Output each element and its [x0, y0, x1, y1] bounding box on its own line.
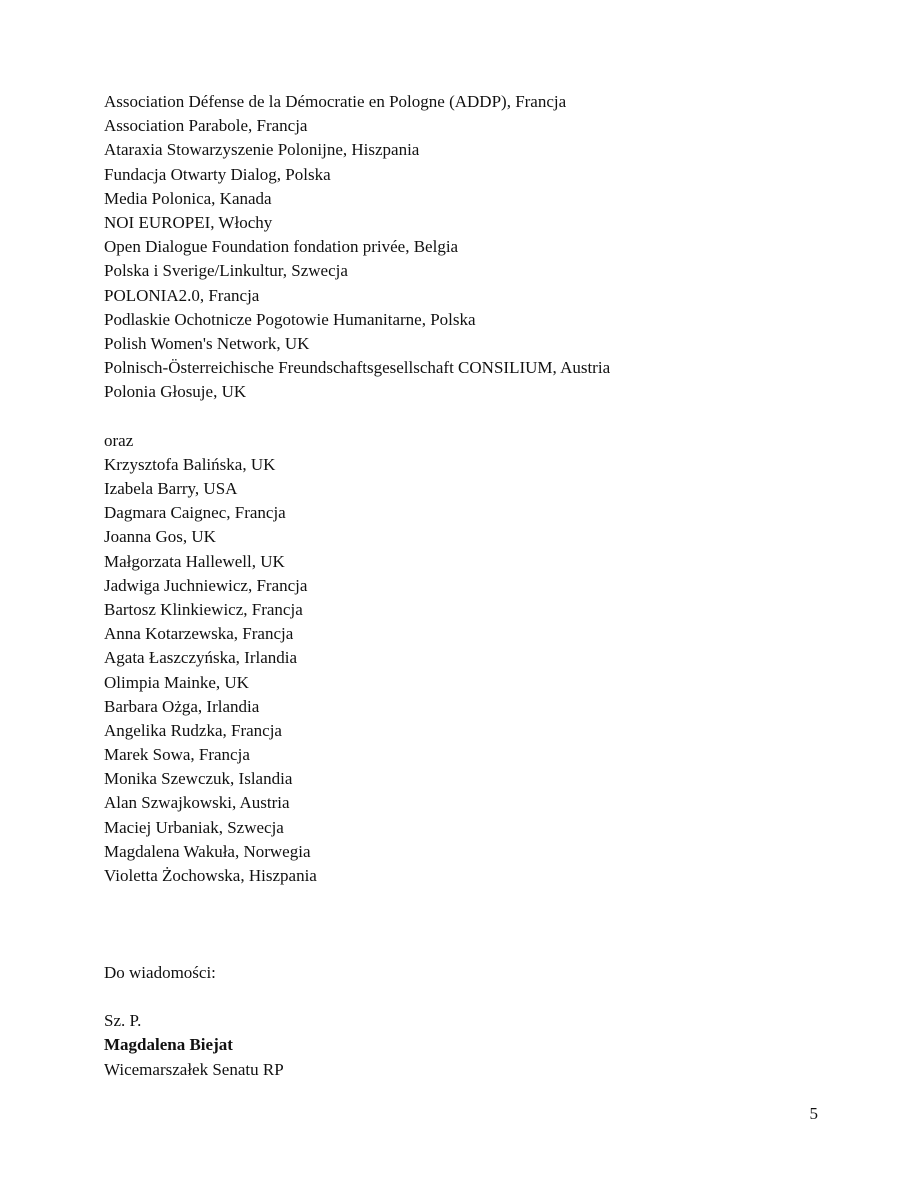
spacer — [104, 404, 610, 428]
spacer — [104, 985, 610, 1009]
organization-item: Association Parabole, Francja — [104, 116, 308, 136]
individual-item: Dagmara Caignec, Francja — [104, 503, 286, 523]
organization-item: NOI EUROPEI, Włochy — [104, 212, 273, 232]
organization-item: Open Dialogue Foundation fondation privée, Belgia — [104, 237, 459, 257]
organization-item: Polska i Sverige/Linkultur, Szwecja — [104, 261, 348, 281]
individuals-list — [104, 453, 610, 888]
individual-item: Bartosz Klinkiewicz, Francja — [104, 599, 303, 619]
letter-body — [104, 90, 610, 1082]
page-number: 5 — [809, 1104, 818, 1123]
organization-item: Ataraxia Stowarzyszenie Polonijne, Hiszpania — [104, 140, 420, 160]
individual-item: Anna Kotarzewska, Francja — [104, 624, 294, 644]
individual-item: Maciej Urbaniak, Szwecja — [104, 817, 284, 837]
organization-item: Polish Women's Network, UK — [104, 333, 310, 353]
organization-item: Podlaskie Ochotnicze Pogotowie Humanitarne, Polska — [104, 309, 476, 329]
individual-item: Barbara Ożga, Irlandia — [104, 696, 260, 716]
organizations-list — [104, 90, 610, 404]
organization-item: POLONIA2.0, Francja — [104, 285, 260, 305]
individual-item: Magdalena Wakuła, Norwegia — [104, 841, 311, 861]
cc-recipient-name: Magdalena Biejat — [104, 1035, 233, 1055]
spacer — [104, 888, 610, 961]
cc-recipient-title: Wicemarszałek Senatu RP — [104, 1059, 284, 1079]
cc-salutation: Sz. P. — [104, 1011, 142, 1031]
oraz-label: oraz — [104, 430, 134, 450]
individual-item: Violetta Żochowska, Hiszpania — [104, 866, 317, 885]
individual-item: Marek Sowa, Francja — [104, 745, 250, 765]
individual-item: Agata Łaszczyńska, Irlandia — [104, 648, 298, 668]
organization-item: Media Polonica, Kanada — [104, 188, 272, 208]
individual-item: Izabela Barry, USA — [104, 479, 238, 498]
cc-section — [104, 961, 610, 1082]
cc-label: Do wiadomości: — [104, 962, 216, 982]
organization-item: Polnisch-Österreichische Freundschaftsgesellschaft CONSILIUM, Austria — [104, 358, 611, 378]
individual-item: Olimpia Mainke, UK — [104, 672, 249, 692]
individual-item: Jadwiga Juchniewicz, Francja — [104, 575, 308, 595]
individual-item: Alan Szwajkowski, Austria — [104, 793, 290, 813]
individual-item: Krzysztofa Balińska, UK — [104, 454, 276, 474]
organization-item: Polonia Głosuje, UK — [104, 382, 247, 402]
individual-item: Joanna Gos, UK — [104, 527, 216, 547]
organization-item: Fundacja Otwarty Dialog, Polska — [104, 164, 331, 184]
individual-item: Monika Szewczuk, Islandia — [104, 769, 293, 789]
individual-item: Małgorzata Hallewell, UK — [104, 551, 285, 571]
organization-item: Association Défense de la Démocratie en Pologne (ADDP), Francja — [104, 92, 567, 111]
individual-item: Angelika Rudzka, Francja — [104, 720, 282, 740]
